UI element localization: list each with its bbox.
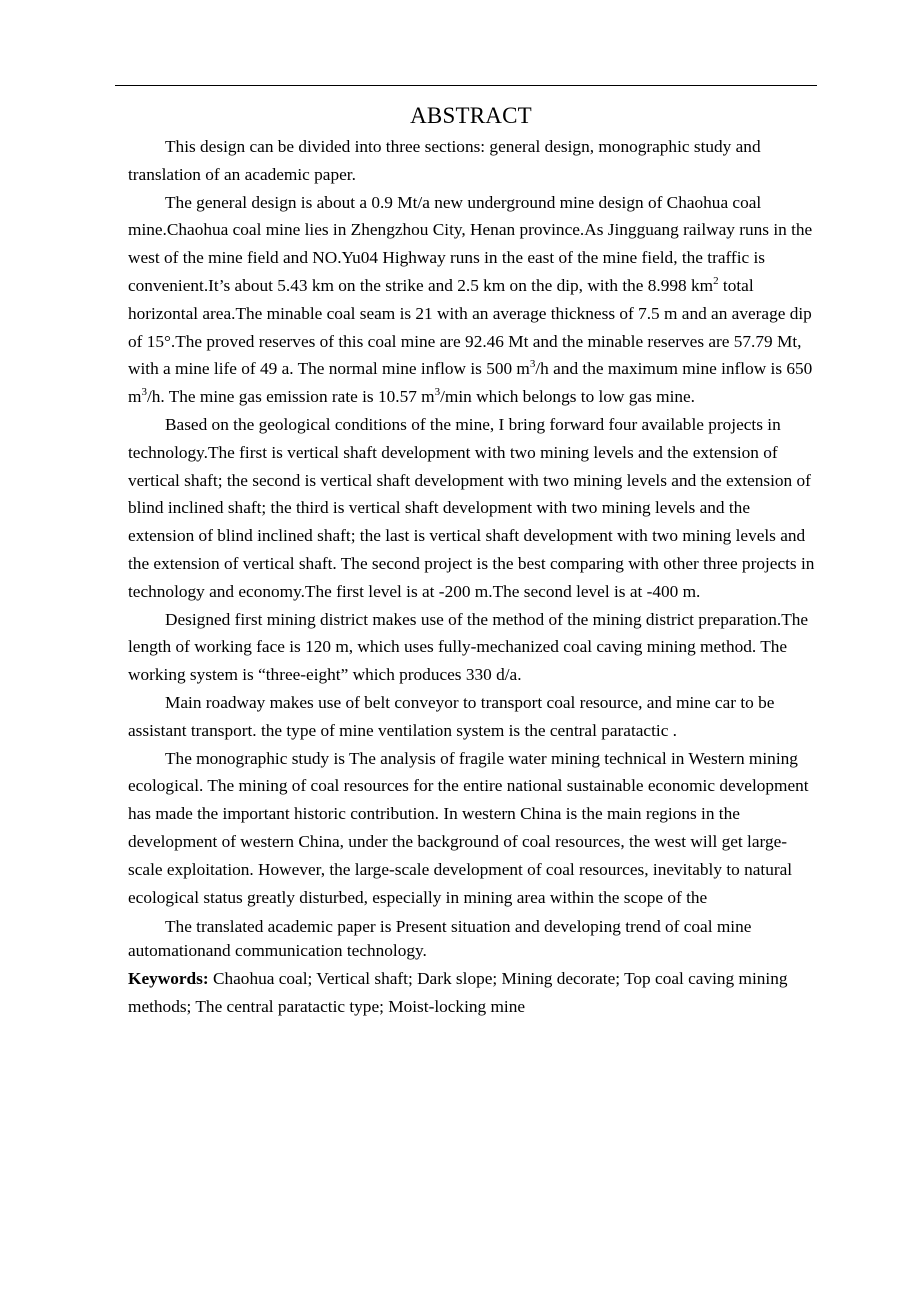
keywords-line xyxy=(128,965,818,1021)
text-segment: /min which belongs to low gas mine. xyxy=(440,387,695,407)
header-rule xyxy=(115,85,817,86)
paragraph-mining-district: Designed first mining district makes use of the method of the mining district preparation.The length of working face is 120 m, which uses fully-mechanized coal caving mining method. The working system is “three-eight” which produces 330 d/a. xyxy=(128,609,809,685)
keywords-label: Keywords: xyxy=(128,969,209,989)
text-segment: The general design is about a 0.9 Mt/a new underground mine design of Chaohua coal mine.Chaohua coal mine lies in Zhengzhou City, Henan province.As Jingguang railway runs in the west of the mine field and NO.Yu04 Highway runs in the east of the mine field, the traffic is convenient.It’s about 5.43 km on the strike and 2.5 km on the dip, with the 8.998 km xyxy=(128,192,813,295)
abstract-body xyxy=(128,133,818,1021)
superscript: 2 xyxy=(713,274,719,287)
paragraph-general-design xyxy=(128,189,818,411)
keywords-text: Chaohua coal; Vertical shaft; Dark slope; Mining decorate; Top coal caving mining methods; The central paratactic type; Moist-locking mine xyxy=(128,969,788,1017)
text-segment: /h. The mine gas emission rate is 10.57 m xyxy=(146,387,435,407)
paragraph-transport: Main roadway makes use of belt conveyor to transport coal resource, and mine car to be assistant transport. the type of mine ventilation system is the central paratactic . xyxy=(128,692,775,740)
superscript: 3 xyxy=(141,386,147,399)
superscript: 3 xyxy=(434,386,441,399)
text-segment: total horizontal area.The minable coal seam is 21 with an average thickness of 7.5 m and an average dip of 15°.The proved reserves of this coal mine are 92.46 Mt and the minable reserves are 57.79 Mt, with a mine life of 49 a. The normal mine inflow is 500 m xyxy=(128,275,812,379)
superscript: 3 xyxy=(529,358,536,371)
paragraph-translation: The translated academic paper is Present situation and developing trend of coal mine automationand communication technology. xyxy=(128,917,752,961)
paragraph-monographic-study: The monographic study is The analysis of fragile water mining technical in Western mining ecological. The mining of coal resources for the entire national sustainable economic development has made the important historic contribution. In western China is the main regions in the development of western China, under the background of coal resources, the west will get large-scale exploitation. However, the large-scale development of coal resources, inevitably to natural ecological status greatly disturbed, especially in mining area within the scope of the xyxy=(128,748,809,907)
paragraph-overview: This design can be divided into three sections: general design, monographic study and translation of an academic paper. xyxy=(128,137,761,184)
paragraph-projects: Based on the geological conditions of the mine, I bring forward four available projects in technology.The first is vertical shaft development with two mining levels and the extension of vertical shaft; the second is vertical shaft development with two mining levels and the extension of blind inclined shaft; the third is vertical shaft development with two mining levels and the extension of blind inclined shaft; the last is vertical shaft development with two mining levels and the extension of vertical shaft. The second project is the best comparing with other three projects in technology and economy.The first level is at -200 m.The second level is at -400 m. xyxy=(128,414,815,601)
text-segment: /h and the maximum mine inflow is 650 m xyxy=(128,359,813,407)
abstract-title: ABSTRACT xyxy=(410,103,532,128)
